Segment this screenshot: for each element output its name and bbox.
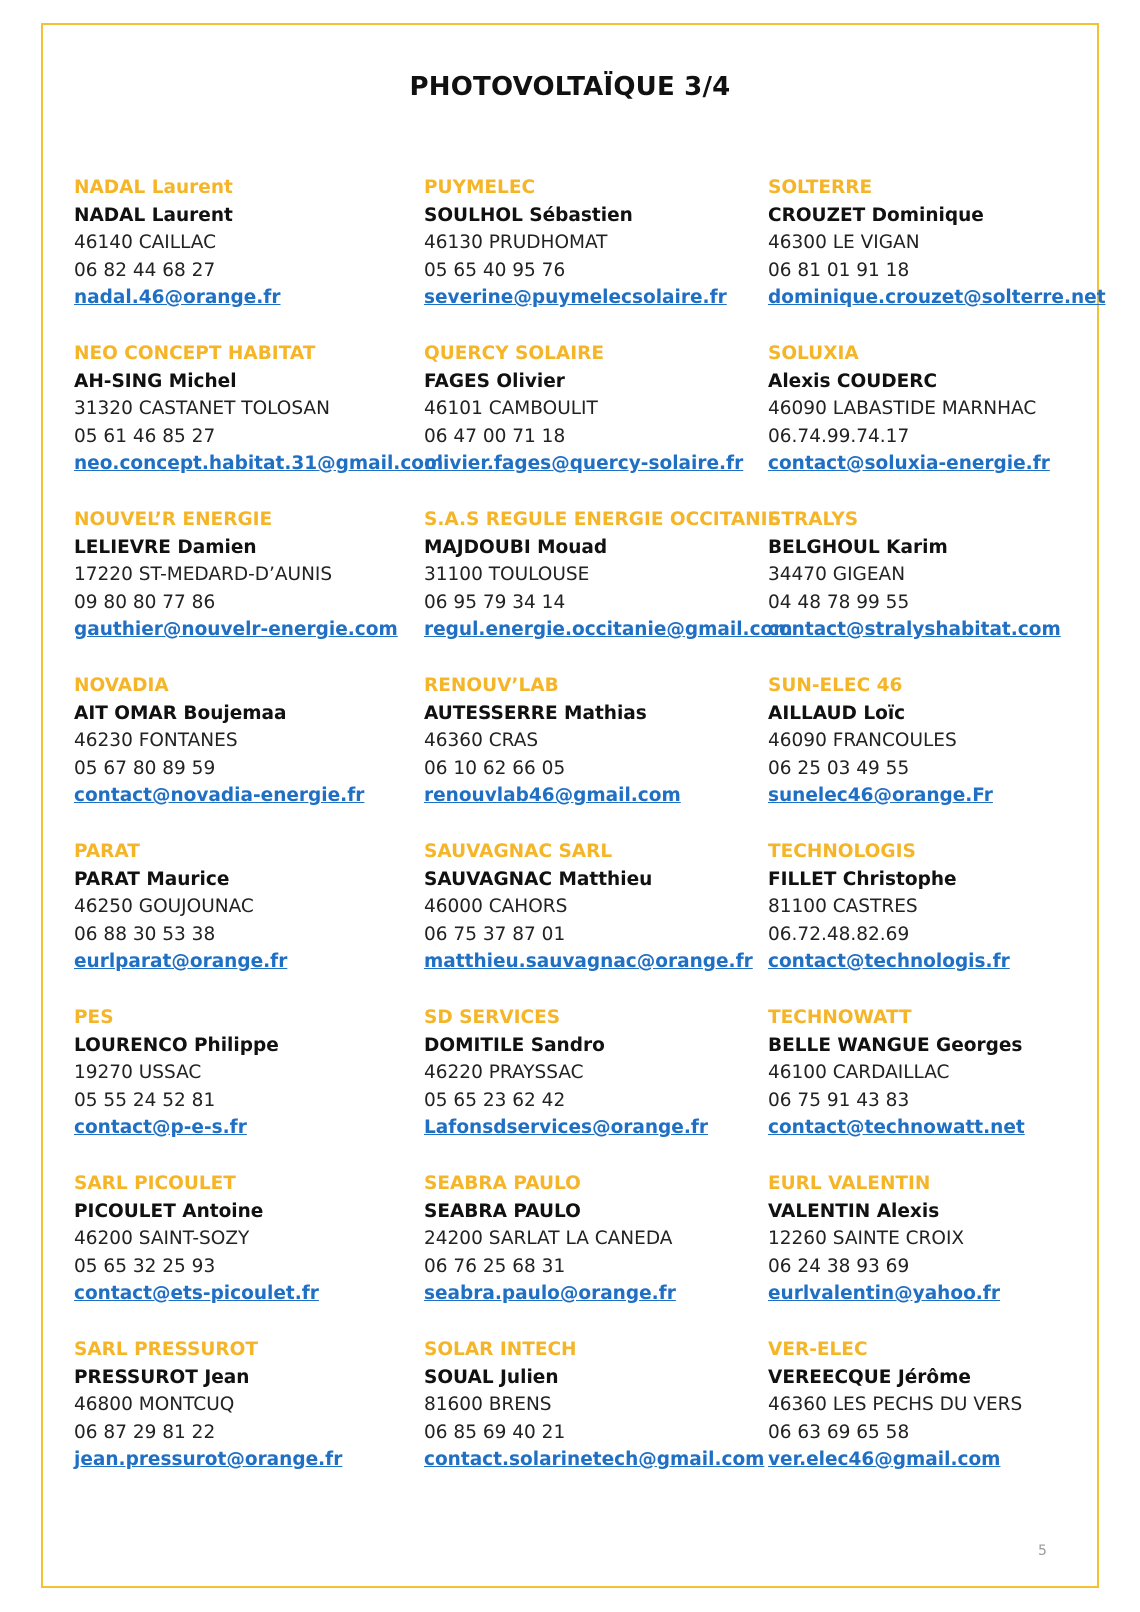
directory-entry xyxy=(424,838,768,1004)
phone-number: 06 81 01 91 18 xyxy=(768,259,910,281)
contact-name: SOUAL Julien xyxy=(424,1366,559,1388)
directory-entry xyxy=(74,1336,424,1502)
phone-number: 06.72.48.82.69 xyxy=(768,923,910,945)
company-name: TECHNOLOGIS xyxy=(768,841,916,862)
contact-name: PICOULET Antoine xyxy=(74,1200,264,1222)
contact-name: LELIEVRE Damien xyxy=(74,536,257,558)
phone-number: 05 55 24 52 81 xyxy=(74,1089,216,1111)
directory-entry xyxy=(74,1170,424,1336)
contact-name: NADAL Laurent xyxy=(74,204,233,226)
directory-entry xyxy=(768,1004,1094,1170)
company-name: RENOUV’LAB xyxy=(424,675,559,696)
postal-city: 81100 CASTRES xyxy=(768,896,918,917)
directory-entry xyxy=(424,1170,768,1336)
contact-name: AIT OMAR Boujemaa xyxy=(74,702,287,724)
email-link[interactable]: contact.solarinetech@gmail.com xyxy=(424,1449,765,1470)
postal-city: 46230 FONTANES xyxy=(74,730,238,751)
postal-city: 46360 LES PECHS DU VERS xyxy=(768,1394,1023,1415)
email-link[interactable]: contact@technologis.fr xyxy=(768,951,1010,972)
phone-number: 06 76 25 68 31 xyxy=(424,1255,566,1277)
postal-city: 17220 ST-MEDARD-D’AUNIS xyxy=(74,564,333,585)
postal-city: 46100 CARDAILLAC xyxy=(768,1062,950,1083)
phone-number: 06 95 79 34 14 xyxy=(424,591,566,613)
email-link[interactable]: contact@p-e-s.fr xyxy=(74,1117,247,1138)
page-number: 5 xyxy=(1038,1543,1047,1559)
phone-number: 06 10 62 66 05 xyxy=(424,757,566,779)
email-link[interactable]: jean.pressurot@orange.fr xyxy=(74,1449,343,1470)
directory-entry xyxy=(768,1336,1094,1502)
directory-entry xyxy=(424,1004,768,1170)
postal-city: 46140 CAILLAC xyxy=(74,232,217,253)
directory-entry xyxy=(424,506,793,672)
contact-name: SEABRA PAULO xyxy=(424,1200,581,1222)
directory-entry xyxy=(424,174,768,340)
postal-city: 31100 TOULOUSE xyxy=(424,564,590,585)
email-link[interactable]: Lafonsdservices@orange.fr xyxy=(424,1117,709,1138)
directory-entry xyxy=(768,1170,1094,1336)
phone-number: 06 25 03 49 55 xyxy=(768,757,910,779)
email-link[interactable]: ver.elec46@gmail.com xyxy=(768,1449,1001,1470)
postal-city: 19270 USSAC xyxy=(74,1062,202,1083)
page-title: PHOTOVOLTAÏQUE 3/4 xyxy=(409,72,731,102)
directory-entry xyxy=(768,340,1094,506)
postal-city: 24200 SARLAT LA CANEDA xyxy=(424,1228,673,1249)
directory-entry xyxy=(768,174,1106,340)
contact-name: BELGHOUL Karim xyxy=(768,536,948,558)
postal-city: 34470 GIGEAN xyxy=(768,564,906,585)
contact-name: PARAT Maurice xyxy=(74,868,230,890)
directory-entry xyxy=(74,1004,424,1170)
company-name: SARL PICOULET xyxy=(74,1173,236,1194)
directory-entry xyxy=(424,340,768,506)
company-name: NOUVEL’R ENERGIE xyxy=(74,509,273,530)
company-name: SD SERVICES xyxy=(424,1007,561,1028)
phone-number: 06 47 00 71 18 xyxy=(424,425,566,447)
company-name: SUN-ELEC 46 xyxy=(768,675,903,696)
phone-number: 06 85 69 40 21 xyxy=(424,1421,566,1443)
contact-name: VEREECQUE Jérôme xyxy=(768,1366,971,1388)
email-link[interactable]: nadal.46@orange.fr xyxy=(74,287,281,308)
postal-city: 81600 BRENS xyxy=(424,1394,552,1415)
email-link[interactable]: gauthier@nouvelr-energie.com xyxy=(74,619,398,640)
contact-name: Alexis COUDERC xyxy=(768,370,938,392)
company-name: EURL VALENTIN xyxy=(768,1173,931,1194)
email-link[interactable]: renouvlab46@gmail.com xyxy=(424,785,681,806)
postal-city: 46000 CAHORS xyxy=(424,896,568,917)
email-link[interactable]: contact@technowatt.net xyxy=(768,1117,1025,1138)
email-link[interactable]: contact@stralyshabitat.com xyxy=(768,619,1061,640)
postal-city: 46360 CRAS xyxy=(424,730,539,751)
postal-city: 46090 LABASTIDE MARNHAC xyxy=(768,398,1037,419)
company-name: NOVADIA xyxy=(74,675,169,696)
email-link[interactable]: contact@soluxia-energie.fr xyxy=(768,453,1050,474)
phone-number: 09 80 80 77 86 xyxy=(74,591,216,613)
postal-city: 12260 SAINTE CROIX xyxy=(768,1228,965,1249)
phone-number: 06.74.99.74.17 xyxy=(768,425,910,447)
postal-city: 31320 CASTANET TOLOSAN xyxy=(74,398,330,419)
phone-number: 04 48 78 99 55 xyxy=(768,591,910,613)
company-name: NEO CONCEPT HABITAT xyxy=(74,343,316,364)
postal-city: 46300 LE VIGAN xyxy=(768,232,920,253)
postal-city: 46090 FRANCOULES xyxy=(768,730,957,751)
contact-name: AUTESSERRE Mathias xyxy=(424,702,647,724)
directory-entry xyxy=(74,672,424,838)
contact-name: PRESSUROT Jean xyxy=(74,1366,250,1388)
email-link[interactable]: regul.energie.occitanie@gmail.com xyxy=(424,619,793,640)
contact-name: FILLET Christophe xyxy=(768,868,957,890)
company-name: PARAT xyxy=(74,841,140,862)
contact-name: BELLE WANGUE Georges xyxy=(768,1034,1023,1056)
phone-number: 05 65 23 62 42 xyxy=(424,1089,566,1111)
company-name: QUERCY SOLAIRE xyxy=(424,343,604,364)
directory-entry xyxy=(74,506,424,672)
directory-entry xyxy=(74,174,424,340)
email-link[interactable]: contact@ets-picoulet.fr xyxy=(74,1283,319,1304)
contact-name: MAJDOUBI Mouad xyxy=(424,536,608,558)
company-name: SOLAR INTECH xyxy=(424,1339,577,1360)
contact-name: AILLAUD Loïc xyxy=(768,702,906,724)
email-link[interactable]: dominique.crouzet@solterre.net xyxy=(768,287,1106,308)
directory-entry xyxy=(768,506,1094,672)
email-link[interactable]: olivier.fages@quercy-solaire.fr xyxy=(424,453,744,474)
company-name: SAUVAGNAC SARL xyxy=(424,841,613,862)
directory-entry xyxy=(768,838,1094,1004)
email-link[interactable]: severine@puymelecsolaire.fr xyxy=(424,287,727,308)
postal-city: 46130 PRUDHOMAT xyxy=(424,232,608,253)
contact-name: FAGES Olivier xyxy=(424,370,565,392)
company-name: SOLTERRE xyxy=(768,177,873,198)
company-name: VER-ELEC xyxy=(768,1339,868,1360)
phone-number: 06 88 30 53 38 xyxy=(74,923,216,945)
phone-number: 06 75 91 43 83 xyxy=(768,1089,910,1111)
contact-name: SAUVAGNAC Matthieu xyxy=(424,868,653,890)
contact-name: DOMITILE Sandro xyxy=(424,1034,605,1056)
email-link[interactable]: neo.concept.habitat.31@gmail.com xyxy=(74,453,444,474)
company-name: S.A.S REGULE ENERGIE OCCITANIE xyxy=(424,509,781,530)
email-link[interactable]: eurlparat@orange.fr xyxy=(74,951,288,972)
contact-name: SOULHOL Sébastien xyxy=(424,204,633,226)
contact-name: CROUZET Dominique xyxy=(768,204,984,226)
directory-entry xyxy=(768,672,1094,838)
directory-entry xyxy=(74,838,424,1004)
phone-number: 05 61 46 85 27 xyxy=(74,425,216,447)
phone-number: 05 65 32 25 93 xyxy=(74,1255,216,1277)
phone-number: 05 67 80 89 59 xyxy=(74,757,216,779)
company-name: PUYMELEC xyxy=(424,177,536,198)
phone-number: 06 82 44 68 27 xyxy=(74,259,216,281)
phone-number: 05 65 40 95 76 xyxy=(424,259,566,281)
email-link[interactable]: sunelec46@orange.Fr xyxy=(768,785,993,806)
company-name: TECHNOWATT xyxy=(768,1007,912,1028)
email-link[interactable]: matthieu.sauvagnac@orange.fr xyxy=(424,951,753,972)
company-name: PES xyxy=(74,1007,114,1028)
company-name: STRALYS xyxy=(768,509,859,530)
directory-entry xyxy=(424,1336,768,1502)
company-name: SEABRA PAULO xyxy=(424,1173,581,1194)
postal-city: 46220 PRAYSSAC xyxy=(424,1062,584,1083)
directory-entry xyxy=(74,340,444,506)
company-name: SOLUXIA xyxy=(768,343,859,364)
email-link[interactable]: eurlvalentin@yahoo.fr xyxy=(768,1283,1000,1304)
postal-city: 46101 CAMBOULIT xyxy=(424,398,598,419)
phone-number: 06 87 29 81 22 xyxy=(74,1421,216,1443)
contact-name: VALENTIN Alexis xyxy=(768,1200,940,1222)
phone-number: 06 75 37 87 01 xyxy=(424,923,566,945)
company-name: NADAL Laurent xyxy=(74,177,233,198)
contact-name: AH-SING Michel xyxy=(74,370,237,392)
contact-name: LOURENCO Philippe xyxy=(74,1034,279,1056)
directory-grid xyxy=(74,174,1106,1502)
postal-city: 46800 MONTCUQ xyxy=(74,1394,235,1415)
postal-city: 46250 GOUJOUNAC xyxy=(74,896,254,917)
directory-entry xyxy=(424,672,768,838)
postal-city: 46200 SAINT-SOZY xyxy=(74,1228,250,1249)
company-name: SARL PRESSUROT xyxy=(74,1339,258,1360)
email-link[interactable]: contact@novadia-energie.fr xyxy=(74,785,365,806)
phone-number: 06 24 38 93 69 xyxy=(768,1255,910,1277)
email-link[interactable]: seabra.paulo@orange.fr xyxy=(424,1283,676,1304)
phone-number: 06 63 69 65 58 xyxy=(768,1421,910,1443)
